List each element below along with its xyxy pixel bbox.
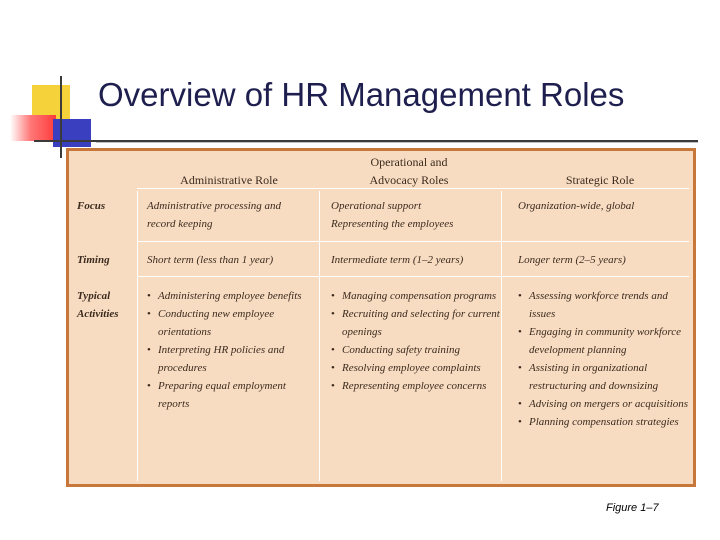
figure-caption: Figure 1–7 bbox=[606, 502, 659, 514]
divider-col-label bbox=[137, 191, 138, 481]
cell-activities-strategic bbox=[518, 287, 696, 431]
row-label-focus: Focus bbox=[77, 200, 106, 212]
list-item: • Interpreting HR policies and procedures bbox=[147, 341, 315, 377]
list-item: • Engaging in community workforce development planning bbox=[518, 323, 696, 359]
activities-list-strategic bbox=[518, 287, 696, 431]
logo-vertical-line bbox=[60, 76, 62, 158]
list-item: • Resolving employee complaints bbox=[331, 359, 503, 377]
logo-red-square bbox=[10, 115, 56, 141]
cell-line: Representing the employees bbox=[331, 218, 454, 230]
title-underline-shadow bbox=[96, 142, 698, 143]
cell-focus-administrative bbox=[147, 197, 315, 233]
hr-roles-table bbox=[66, 148, 696, 487]
cell-line: Operational support bbox=[331, 200, 422, 212]
activities-list-operational bbox=[331, 287, 503, 395]
activities-list-administrative bbox=[147, 287, 315, 413]
cell-focus-strategic bbox=[518, 197, 696, 215]
row-label-activities-line1: Typical bbox=[77, 290, 111, 302]
row-label-activities-line2: Activities bbox=[77, 308, 119, 320]
cell-activities-administrative bbox=[147, 287, 315, 413]
cell-line: Organization-wide, global bbox=[518, 200, 635, 212]
cell-line: Administrative processing and bbox=[147, 200, 282, 212]
list-item: • Advising on mergers or acquisitions bbox=[518, 395, 696, 413]
header-operational-line2: Advocacy Roles bbox=[369, 173, 449, 187]
list-item: • Administering employee benefits bbox=[147, 287, 315, 305]
list-item: • Representing employee concerns bbox=[331, 377, 503, 395]
list-item: • Planning compensation strategies bbox=[518, 413, 696, 431]
cell-timing-administrative: Short term (less than 1 year) bbox=[147, 254, 274, 266]
cell-timing-operational: Intermediate term (1–2 years) bbox=[331, 254, 464, 266]
divider-header bbox=[137, 188, 689, 189]
cell-line: record keeping bbox=[147, 218, 213, 230]
header-administrative: Administrative Role bbox=[180, 173, 278, 187]
divider-timing bbox=[137, 276, 689, 277]
logo-blue-square bbox=[53, 119, 91, 147]
cell-focus-operational bbox=[331, 197, 503, 233]
header-strategic: Strategic Role bbox=[565, 173, 635, 187]
list-item: • Recruiting and selecting for current openings bbox=[331, 305, 503, 341]
list-item: • Managing compensation programs bbox=[331, 287, 503, 305]
cell-activities-operational bbox=[331, 287, 503, 395]
list-item: • Conducting new employee orientations bbox=[147, 305, 315, 341]
cell-timing-strategic: Longer term (2–5 years) bbox=[518, 254, 626, 266]
row-label-activities bbox=[77, 287, 119, 323]
row-label-timing: Timing bbox=[77, 254, 110, 266]
header-operational bbox=[319, 153, 499, 189]
divider-focus bbox=[137, 241, 689, 242]
header-operational-line1: Operational and bbox=[370, 155, 448, 169]
list-item: • Preparing equal employment reports bbox=[147, 377, 315, 413]
list-item: • Conducting safety training bbox=[331, 341, 503, 359]
slide-title: Overview of HR Management Roles bbox=[98, 76, 625, 113]
list-item: • Assisting in organizational restructuring and downsizing bbox=[518, 359, 696, 395]
list-item: • Assessing workforce trends and issues bbox=[518, 287, 696, 323]
divider-col-admin bbox=[319, 191, 320, 481]
